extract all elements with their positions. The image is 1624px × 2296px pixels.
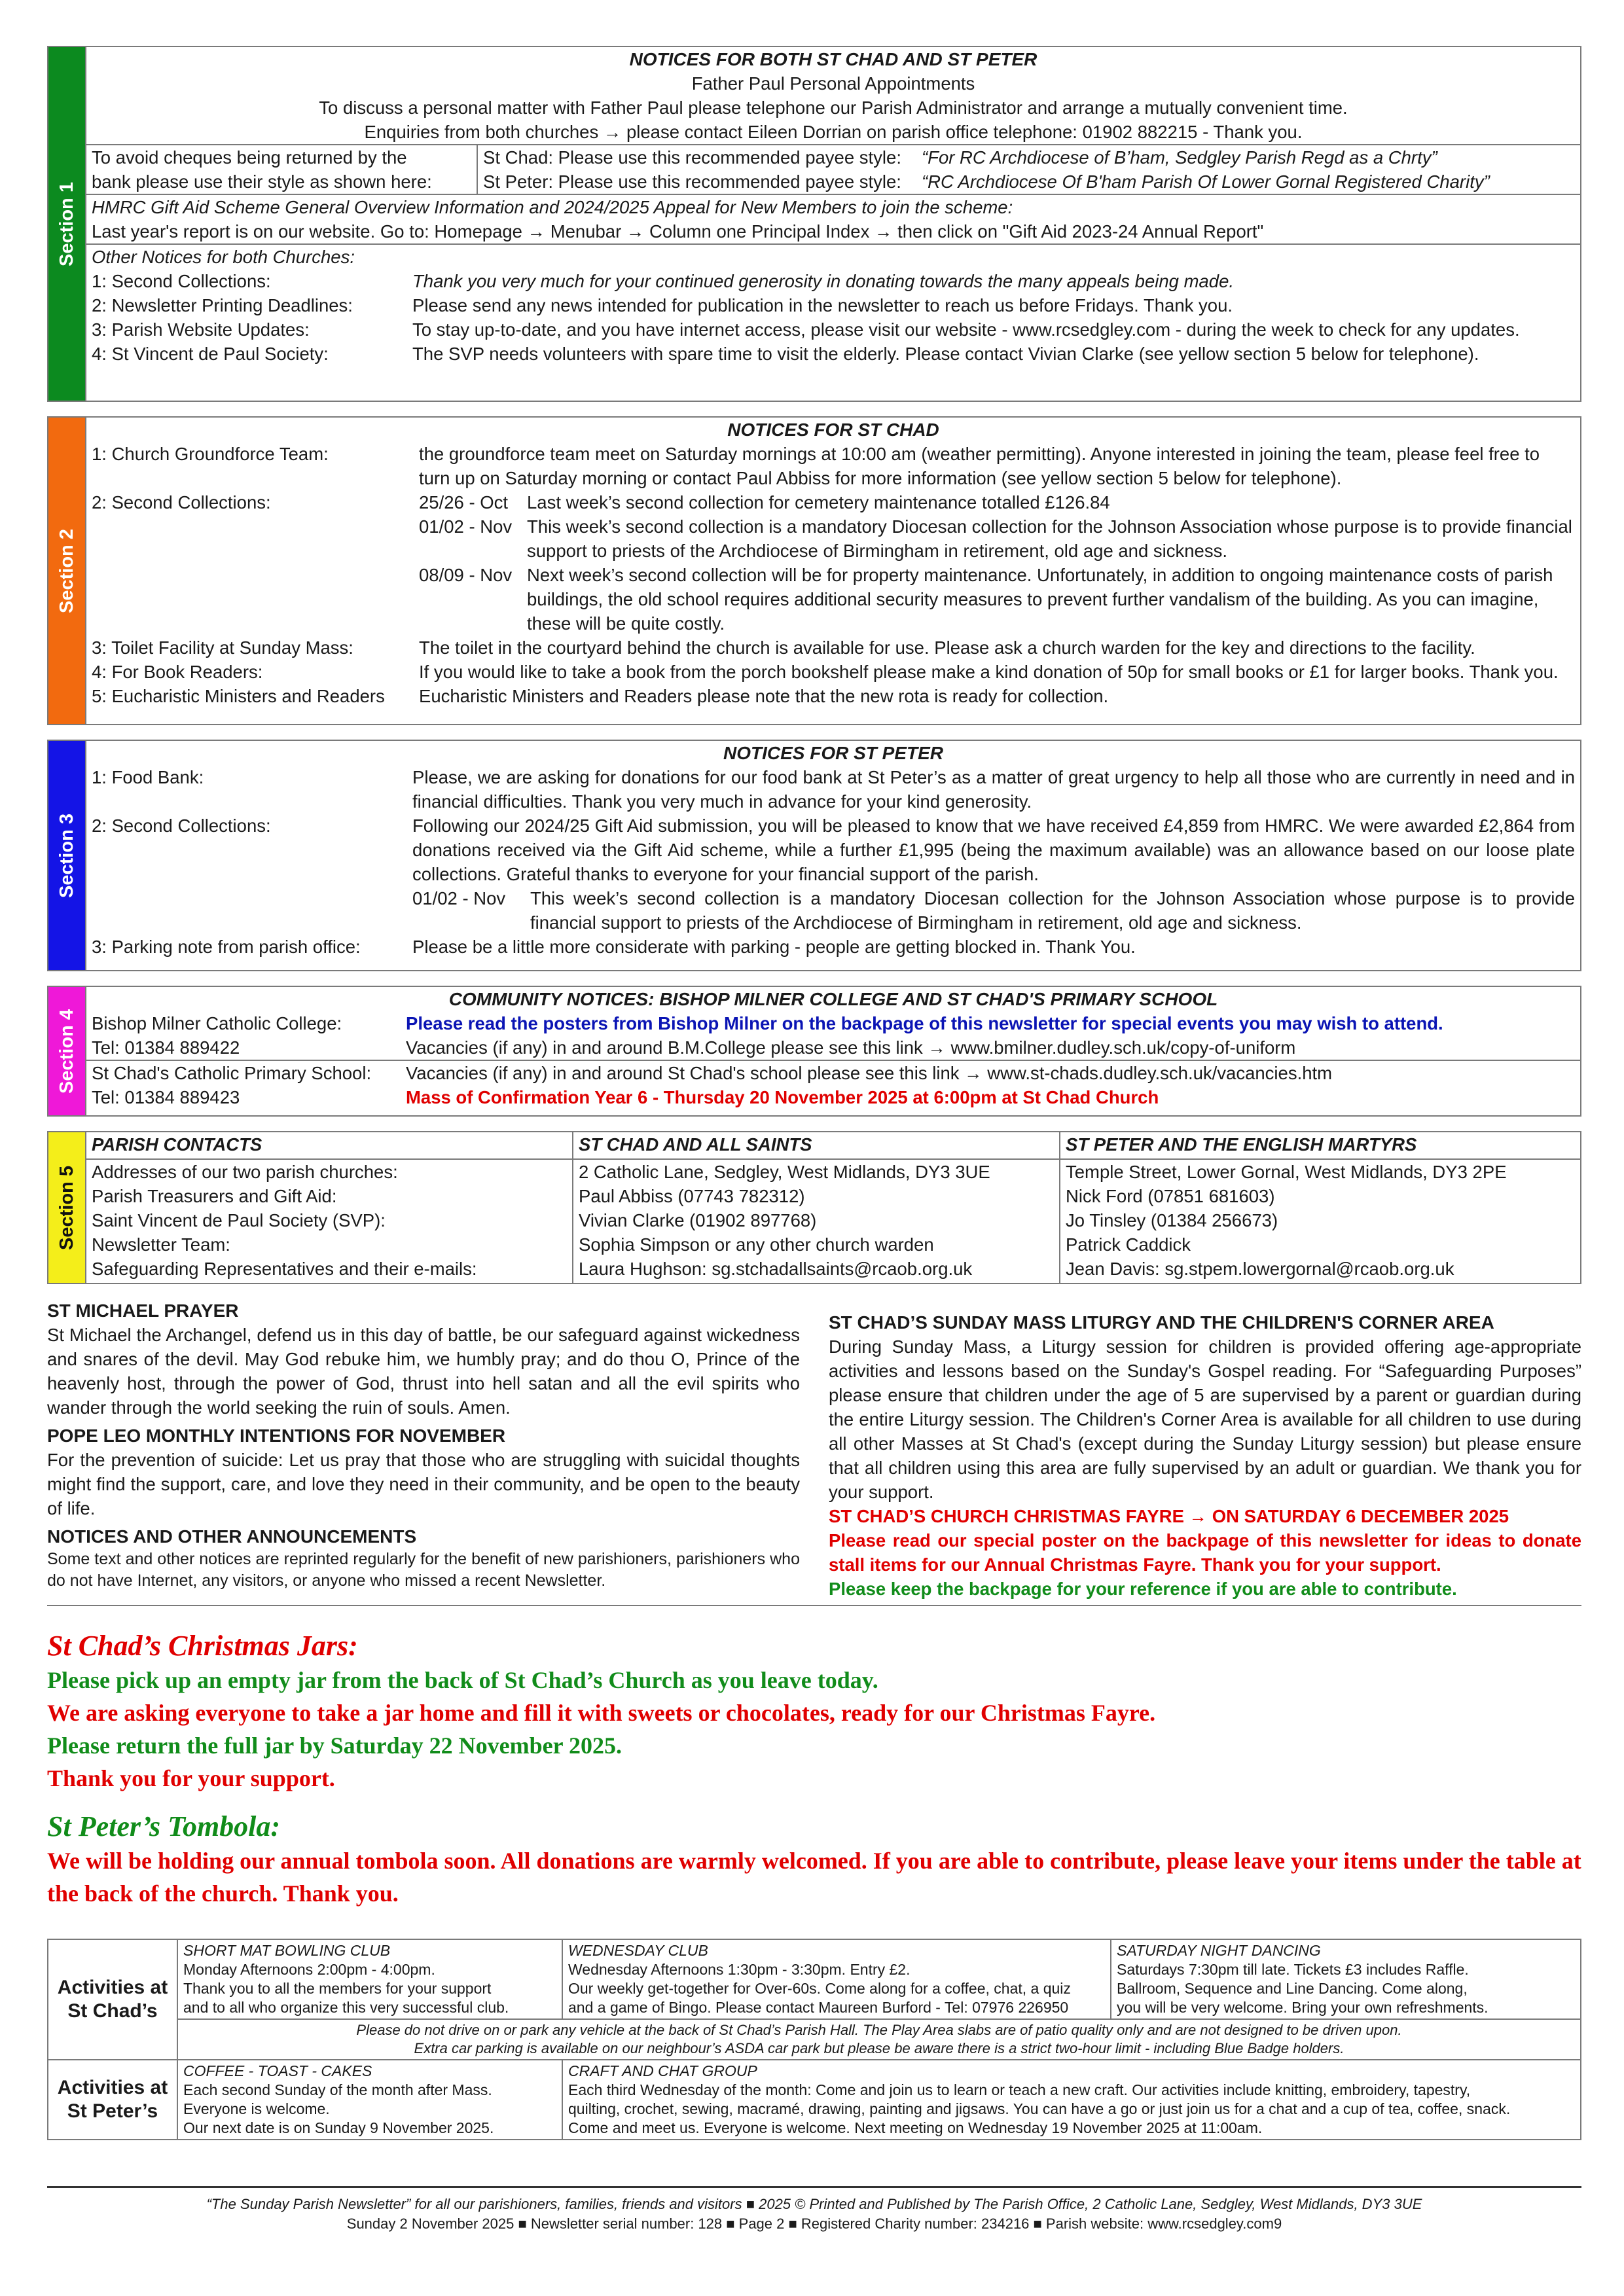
other-notices-title: Other Notices for both Churches:	[92, 247, 355, 267]
sc-vacancies: Vacancies (if any) in and around St Chad's school please see this link → www.st-chads.dudley.sch.uk/vacancies.htm	[406, 1063, 1333, 1083]
fp-heading: Father Paul Personal Appointments	[691, 73, 975, 94]
collection-date: 01/02 - Nov	[412, 888, 506, 908]
jars-line-2: We are asking everyone to take a jar home and fill it with sweets or chocolates, ready for our Christmas Fayre.	[47, 1700, 1156, 1726]
activity-line: Our next date is on Sunday 9 November 2025.	[183, 2119, 494, 2136]
section-4-title: COMMUNITY NOTICES: BISHOP MILNER COLLEGE AND ST CHAD'S PRIMARY SCHOOL	[448, 989, 1218, 1009]
section-5-label: Section 5	[56, 1165, 77, 1250]
parking-note-2: Extra car parking is available on our neighbour’s ASDA car park but please be aware there is a strict two-hour limit - including Blue Badge holders.	[414, 2040, 1344, 2056]
section-3	[47, 740, 1581, 971]
s1-item-label: 1: Second Collections:	[92, 271, 271, 291]
contact-peter: Jo Tinsley (01384 256673)	[1066, 1210, 1278, 1230]
section-3-title: NOTICES FOR ST PETER	[723, 743, 944, 763]
activity-line: quilting, crochet, sewing, macramé, drawing, painting and jigsaws. You can have a go or just join us for a chat and a cup of tea, coffee, snack.	[568, 2100, 1511, 2117]
contact-peter: Patrick Caddick	[1066, 1234, 1191, 1255]
s1-item-text: To stay up-to-date, and you have internet access, please visit our website - www.rcsedgley.com - during the week to check for any updates.	[412, 319, 1520, 340]
fayre-title: ST CHAD’S CHURCH CHRISTMAS FAYRE → ON SATURDAY 6 DECEMBER 2025	[829, 1506, 1509, 1526]
fp-line1: To discuss a personal matter with Father Paul please telephone our Parish Administrator and arrange a mutually convenient time.	[319, 98, 1348, 118]
jars-title: St Chad’s Christmas Jars:	[47, 1630, 358, 1662]
activity-line: Monday Afternoons 2:00pm - 4:00pm.	[183, 1961, 435, 1978]
section-1-tab	[48, 47, 85, 401]
liturgy-text: During Sunday Mass, a Liturgy session for children is provided offering age-appropriate activities and lessons based on the Sunday's Gospel reading. For “Safeguarding Purposes” please ensure that children under the age of 5 are supervised by a parent or guardian during the entire Liturgy session. The Children's Corner Area is available for all children to use during all other Masses at St Chad's (except during the Sunday Liturgy session) but please ensure that all children using this area are fully supervised by an adult or guardian. We thank you for your support.	[829, 1336, 1581, 1502]
s3-collections-label: 2: Second Collections:	[92, 816, 271, 836]
parking-text: Please be a little more considerate with parking - people are getting blocked in. Thank You.	[412, 937, 1136, 957]
right-column	[829, 1299, 1581, 1601]
contact-row-label: Parish Treasurers and Gift Aid:	[92, 1186, 337, 1206]
section-5	[47, 1131, 1581, 1284]
collection-text: Next week’s second collection will be for property maintenance. Unfortunately, in addition to ongoing maintenance costs of parish buildings, the old school requires additional security measures to prevent further vandalism of the building. As you can imagine, these will be quite costly.	[527, 565, 1553, 634]
pope-text: For the prevention of suicide: Let us pray that those who are struggling with suicidal thoughts might find the support, care, and love they need in their community, and be open to the beauty of life.	[47, 1450, 800, 1518]
parking-label: 3: Parking note from parish office:	[92, 937, 361, 957]
sc-tel: Tel: 01384 889423	[92, 1087, 240, 1107]
ministers-text: Eucharistic Ministers and Readers please note that the new rota is ready for collection.	[419, 686, 1109, 706]
s1-item-label: 3: Parish Website Updates:	[92, 319, 310, 340]
activities-table	[47, 1939, 1581, 2140]
section-2-title: NOTICES FOR ST CHAD	[727, 420, 939, 440]
gift-aid-title: HMRC Gift Aid Scheme General Overview Information and 2024/2025 Appeal for New Members to join the scheme:	[92, 197, 1013, 217]
collection-text: This week’s second collection is a mandatory Diocesan collection for the Johnson Association whose purpose is to provide financial support to priests of the Archdiocese of Birmingham in retirement, old age and sickness.	[527, 516, 1572, 561]
activity-line: Come and meet us. Everyone is welcome. Next meeting on Wednesday 19 November 2025 at 11:00am.	[568, 2119, 1263, 2136]
section-5-tab	[48, 1132, 85, 1283]
section-3-tab	[48, 741, 85, 970]
s1-item-text: Please send any news intended for publication in the newsletter to reach us before Fridays. Thank you.	[412, 295, 1233, 315]
newsletter-page	[47, 46, 1581, 2234]
contact-chad: Laura Hughson: sg.stchadallsaints@rcaob.org.uk	[579, 1259, 973, 1279]
pope-title: POPE LEO MONTHLY INTENTIONS FOR NOVEMBER	[47, 1426, 506, 1446]
jars-line-3: Please return the full jar by Saturday 22 November 2025.	[47, 1732, 622, 1759]
liturgy-title: ST CHAD’S SUNDAY MASS LITURGY AND THE CHILDREN'S CORNER AREA	[829, 1312, 1494, 1333]
contacts-header: PARISH CONTACTS	[86, 1132, 573, 1160]
bm-name: Bishop Milner Catholic College:	[92, 1013, 342, 1033]
collection-date: 25/26 - Oct	[419, 492, 509, 512]
contact-peter: Temple Street, Lower Gornal, West Midlands, DY3 2PE	[1066, 1162, 1507, 1182]
chad-payee-label: St Chad: Please use this recommended payee style:	[483, 147, 901, 168]
contact-chad: Vivian Clarke (01902 897768)	[579, 1210, 817, 1230]
footer-line-2: Sunday 2 November 2025 ■ Newsletter serial number: 128 ■ Page 2 ■ Registered Charity number: 234216 ■ Parish website: www.rcsedgley.com9	[346, 2215, 1282, 2232]
contact-row-label: Addresses of our two parish churches:	[92, 1162, 398, 1182]
collection-text: Last week’s second collection for cemetery maintenance totalled £126.84	[527, 492, 1110, 512]
gift-aid-line: Last year's report is on our website. Go to: Homepage → Menubar → Column one Principal Index → then click on "Gift Aid 2023-24 Annual Report"	[92, 221, 1264, 242]
contact-peter: Jean Davis: sg.stpem.lowergornal@rcaob.org.uk	[1066, 1259, 1454, 1279]
activity-line: and to all who organize this very successful club.	[183, 1999, 509, 2016]
gift-aid-result: Following our 2024/25 Gift Aid submission, you will be pleased to know that we have received £4,859 from HMRC. We were awarded £2,864 from donations received via the Gift Aid scheme, while a further £1,995 (being the maximum available) was an allowance based on our loose plate collections. Grateful thanks to everyone for your financial support of the parish.	[412, 816, 1575, 884]
s1-item-text: The SVP needs volunteers with spare time to visit the elderly. Please contact Vivian Clarke (see yellow section 5 below for telephone).	[412, 344, 1479, 364]
s1-item-label: 4: St Vincent de Paul Society:	[92, 344, 329, 364]
activity-line: you will be very welcome. Bring your own refreshments.	[1117, 1999, 1489, 2016]
s2-collections-label: 2: Second Collections:	[92, 492, 271, 512]
notices-text: Some text and other notices are reprinted regularly for the benefit of new parishioners, parishioners who do not have Internet, any visitors, or anyone who missed a recent Newsletter.	[47, 1550, 800, 1590]
activity-line: Each second Sunday of the month after Mass.	[183, 2081, 492, 2098]
contacts-header: ST PETER AND THE ENGLISH MARTYRS	[1060, 1132, 1580, 1160]
prayer-text: St Michael the Archangel, defend us in this day of battle, be our safeguard against wickedness and snares of the devil. May God rebuke him, we humbly pray; and do thou O, Prince of the heavenly host, through the power of God, thrust into hell satan and all the evil spirits who wander through the world seeking the ruin of souls. Amen.	[47, 1325, 800, 1418]
activity-line: Thank you to all the members for your support	[183, 1980, 492, 1997]
collection-date: 01/02 - Nov	[419, 516, 513, 537]
section-1-label: Section 1	[56, 181, 77, 266]
groundforce-text: the groundforce team meet on Saturday mornings at 10:00 am (weather permitting). Anyone interested in joining the team, please feel free to turn up on Saturday morning or contact Paul Abbiss for more information (see yellow section 5 below for telephone).	[419, 444, 1540, 488]
section-3-label: Section 3	[56, 813, 77, 898]
activity-title: COFFEE - TOAST - CAKES	[183, 2062, 372, 2079]
peter-payee-value: “RC Archdiocese Of B'ham Parish Of Lower Gornal Registered Charity”	[922, 171, 1490, 192]
contact-chad: 2 Catholic Lane, Sedgley, West Midlands, DY3 3UE	[579, 1162, 990, 1182]
cheque-note-2: bank please use their style as shown here:	[92, 171, 432, 192]
left-column	[47, 1299, 800, 1601]
bm-notice: Please read the posters from Bishop Milner on the backpage of this newsletter for special events you may wish to attend.	[406, 1013, 1443, 1033]
activity-line: Our weekly get-together for Over-60s. Come along for a coffee, chat, a quiz	[568, 1980, 1071, 1997]
activity-title: CRAFT AND CHAT GROUP	[568, 2062, 757, 2079]
section-1	[47, 46, 1581, 402]
christmas-jars	[47, 1628, 1581, 1795]
sc-notice: Mass of Confirmation Year 6 - Thursday 20 November 2025 at 6:00pm at St Chad Church	[406, 1087, 1159, 1107]
contact-row-label: Newsletter Team:	[92, 1234, 230, 1255]
contact-row-label: Safeguarding Representatives and their e-mails:	[92, 1259, 477, 1279]
tombola-title: St Peter’s Tombola:	[47, 1810, 281, 1842]
activity-line: Ballroom, Sequence and Line Dancing. Come along,	[1117, 1980, 1468, 1997]
notices-title: NOTICES AND OTHER ANNOUNCEMENTS	[47, 1526, 417, 1547]
footer	[47, 2186, 1581, 2234]
fayre-text: Please read our special poster on the backpage of this newsletter for ideas to donate stall items for our Annual Christmas Fayre. Thank you for your support.	[829, 1530, 1581, 1575]
chad-payee-value: “For RC Archdiocese of B’ham, Sedgley Parish Regd as a Chrty”	[922, 147, 1437, 168]
section-2-label: Section 2	[56, 528, 77, 613]
foodbank-text: Please, we are asking for donations for our food bank at St Peter’s as a matter of great urgency to help all those who are currently in need and in financial difficulties. Thank you very much in advance for your kind generosity.	[412, 767, 1575, 812]
section-4	[47, 986, 1581, 1117]
s1-item-label: 2: Newsletter Printing Deadlines:	[92, 295, 353, 315]
section-4-tab	[48, 987, 85, 1115]
activities-peter-label: Activities at St Peter’s	[48, 2060, 177, 2140]
collection-text: This week’s second collection is a mandatory Diocesan collection for the Johnson Association whose purpose is to provide financial support to priests of the Archdiocese of Birmingham in retirement, old age and sickness.	[530, 888, 1575, 933]
section-2	[47, 416, 1581, 725]
fp-line2: Enquiries from both churches → please contact Eileen Dorrian on parish office telephone: 01902 882215 - Thank you.	[364, 122, 1303, 142]
jars-line-4: Thank you for your support.	[47, 1765, 335, 1791]
activity-title: WEDNESDAY CLUB	[568, 1942, 708, 1959]
section-2-tab	[48, 418, 85, 724]
activity-line: Everyone is welcome.	[183, 2100, 330, 2117]
tombola-text: We will be holding our annual tombola soon. All donations are warmly welcomed. If you are able to contribute, please leave your items under the table at the back of the church. Thank you.	[47, 1848, 1581, 1907]
tombola	[47, 1809, 1581, 1910]
footer-line-1: “The Sunday Parish Newsletter” for all our parishioners, families, friends and visitors ■ 2025 © Printed and Published by The Parish Office, 2 Catholic Lane, Sedgley, West Midlands, DY3 3UE	[206, 2196, 1422, 2212]
cheque-note-1: To avoid cheques being returned by the	[92, 147, 407, 168]
bm-vacancies: Vacancies (if any) in and around B.M.College please see this link → www.bmilner.dudley.sch.uk/copy-of-uniform	[406, 1037, 1296, 1058]
activity-line: Wednesday Afternoons 1:30pm - 3:30pm. Entry £2.	[568, 1961, 911, 1978]
ministers-label: 5: Eucharistic Ministers and Readers	[92, 686, 385, 706]
activity-title: SHORT MAT BOWLING CLUB	[183, 1942, 391, 1959]
toilet-text: The toilet in the courtyard behind the church is available for use. Please ask a church warden for the key and directions to the facility.	[419, 637, 1475, 658]
collection-date: 08/09 - Nov	[419, 565, 513, 585]
activity-line: Each third Wednesday of the month: Come and join us to learn or teach a new craft. Our activities include knitting, embroidery, tapestry,	[568, 2081, 1471, 2098]
activity-line: and a game of Bingo. Please contact Maureen Burford - Tel: 07976 226950	[568, 1999, 1069, 2016]
contact-chad: Sophia Simpson or any other church warden	[579, 1234, 934, 1255]
section-4-label: Section 4	[56, 1009, 77, 1094]
s1-item-text: Thank you very much for your continued generosity in donating towards the many appeals being made.	[412, 271, 1235, 291]
section-1-title: NOTICES FOR BOTH ST CHAD AND ST PETER	[629, 49, 1038, 69]
activity-title: SATURDAY NIGHT DANCING	[1117, 1942, 1321, 1959]
bm-tel: Tel: 01384 889422	[92, 1037, 240, 1058]
contact-peter: Nick Ford (07851 681603)	[1066, 1186, 1275, 1206]
peter-payee-label: St Peter: Please use this recommended payee style:	[483, 171, 901, 192]
sc-name: St Chad's Catholic Primary School:	[92, 1063, 372, 1083]
books-text: If you would like to take a book from the porch bookshelf please make a kind donation of 50p for small books or £1 for larger books. Thank you.	[419, 662, 1559, 682]
toilet-label: 3: Toilet Facility at Sunday Mass:	[92, 637, 353, 658]
jars-line-1: Please pick up an empty jar from the back of St Chad’s Church as you leave today.	[47, 1667, 878, 1693]
contact-chad: Paul Abbiss (07743 782312)	[579, 1186, 805, 1206]
foodbank-label: 1: Food Bank:	[92, 767, 204, 787]
fayre-keep: Please keep the backpage for your reference if you are able to contribute.	[829, 1579, 1457, 1599]
contact-row-label: Saint Vincent de Paul Society (SVP):	[92, 1210, 386, 1230]
activity-line: Saturdays 7:30pm till late. Tickets £3 includes Raffle.	[1117, 1961, 1469, 1978]
parking-note-1: Please do not drive on or park any vehicle at the back of St Chad’s Parish Hall. The Play Area slabs are of patio quality only and are not designed to be driven upon.	[356, 2022, 1402, 2038]
books-label: 4: For Book Readers:	[92, 662, 263, 682]
prayer-title: ST MICHAEL PRAYER	[47, 1300, 239, 1321]
contacts-header: ST CHAD AND ALL SAINTS	[573, 1132, 1060, 1160]
groundforce-label: 1: Church Groundforce Team:	[92, 444, 329, 464]
activities-chad-label: Activities at St Chad’s	[48, 1939, 177, 2060]
